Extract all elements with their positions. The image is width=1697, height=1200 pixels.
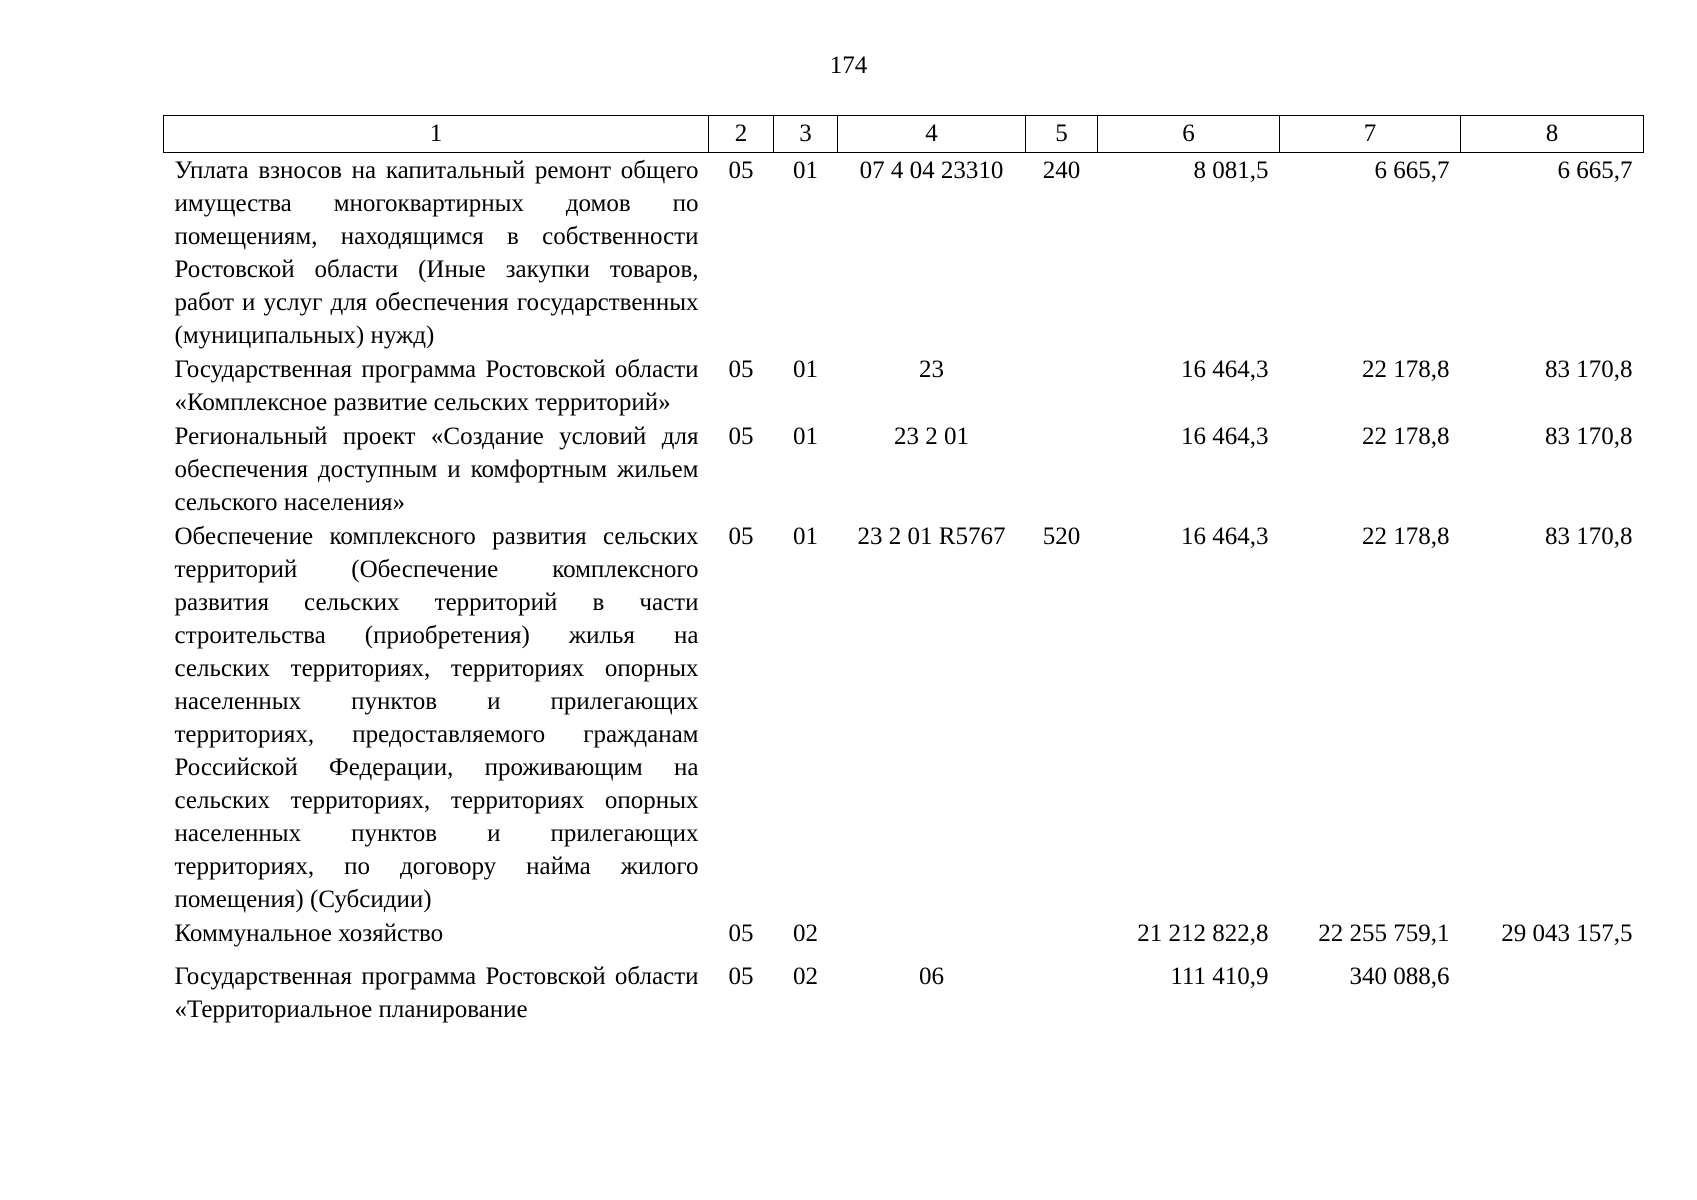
table-row [164,519,1644,916]
column-header: 6 [1098,116,1280,153]
expense-type-code [1026,352,1098,419]
subsection-code: 01 [793,523,818,550]
row-name: Региональный проект «Создание условий для обеспечения доступным и комфортным жильем сельского населения» [174,423,699,516]
expense-type-code: 240 [1042,157,1081,184]
amount-year-2: 22 178,8 [1362,423,1450,450]
section-code: 05 [728,920,754,947]
amount-year-3: 29 043 157,5 [1501,920,1633,947]
amount-year-2: 22 178,8 [1362,523,1450,550]
column-header: 8 [1461,116,1644,153]
page-number: 174 [829,52,868,79]
subsection-code: 01 [793,356,818,383]
amount-year-3: 6 665,7 [1557,157,1633,184]
section-code: 05 [728,523,754,550]
column-header: 1 [164,116,709,153]
expense-type-code [1026,419,1098,519]
target-article-code: 06 [919,963,944,990]
amount-year-1: 16 464,3 [1181,423,1269,450]
table-row [164,950,1644,1026]
subsection-code: 01 [793,423,818,450]
table-row [164,419,1644,519]
target-article-code: 23 2 01 R5767 [857,523,1006,550]
section-code: 05 [728,157,754,184]
amount-year-3: 83 170,8 [1545,423,1633,450]
amount-year-2: 6 665,7 [1374,157,1450,184]
expense-type-code [1026,916,1098,950]
expense-type-code: 520 [1042,523,1081,550]
column-header: 7 [1280,116,1461,153]
amount-year-3 [1461,950,1644,1026]
amount-year-2: 340 088,6 [1349,963,1450,990]
row-name: Государственная программа Ростовской области «Комплексное развитие сельских территорий» [174,356,699,416]
amount-year-1: 8 081,5 [1193,157,1269,184]
table-row [164,352,1644,419]
section-code: 05 [728,963,754,990]
amount-year-1: 111 410,9 [1170,963,1269,990]
amount-year-3: 83 170,8 [1545,356,1633,383]
amount-year-1: 16 464,3 [1181,356,1269,383]
target-article-code: 07 4 04 23310 [859,157,1004,184]
column-header: 5 [1026,116,1098,153]
row-name: Государственная программа Ростовской области «Территориальное планирование [174,963,699,1023]
section-code: 05 [728,356,754,383]
target-article-code: 23 2 01 [894,423,969,450]
table-row [164,916,1644,950]
row-name: Обеспечение комплексного развития сельских территорий (Обеспечение комплексного развития сельских территорий в части строительства (приобретения) жилья на сельских территориях, территориях опорных населенных пунктов и прилегающих территориях, предоставляемого гражданам Российской Федерации, проживающим на сельских территориях, территориях опорных населенных пунктов и прилегающих территориях, по договору найма жилого помещения) (Субсидии) [174,523,699,913]
table-row [164,153,1644,353]
column-header: 3 [774,116,838,153]
subsection-code: 02 [793,920,818,947]
budget-table [163,115,1644,1026]
subsection-code: 01 [793,157,818,184]
amount-year-2: 22 255 759,1 [1318,920,1450,947]
expense-type-code [1026,950,1098,1026]
target-article-code [838,916,1026,950]
amount-year-2: 22 178,8 [1362,356,1450,383]
row-name: Уплата взносов на капитальный ремонт общего имущества многоквартирных домов по помещениям, находящимся в собственности Ростовской области (Иные закупки товаров, работ и услуг для обеспечения государственных (муниципальных) нужд) [174,157,699,349]
column-header: 4 [838,116,1026,153]
table-header-row [164,116,1644,153]
subsection-code: 02 [793,963,818,990]
amount-year-1: 21 212 822,8 [1137,920,1269,947]
row-name: Коммунальное хозяйство [174,920,444,947]
target-article-code: 23 [919,356,944,383]
column-header: 2 [709,116,774,153]
amount-year-1: 16 464,3 [1181,523,1269,550]
amount-year-3: 83 170,8 [1545,523,1633,550]
section-code: 05 [728,423,754,450]
